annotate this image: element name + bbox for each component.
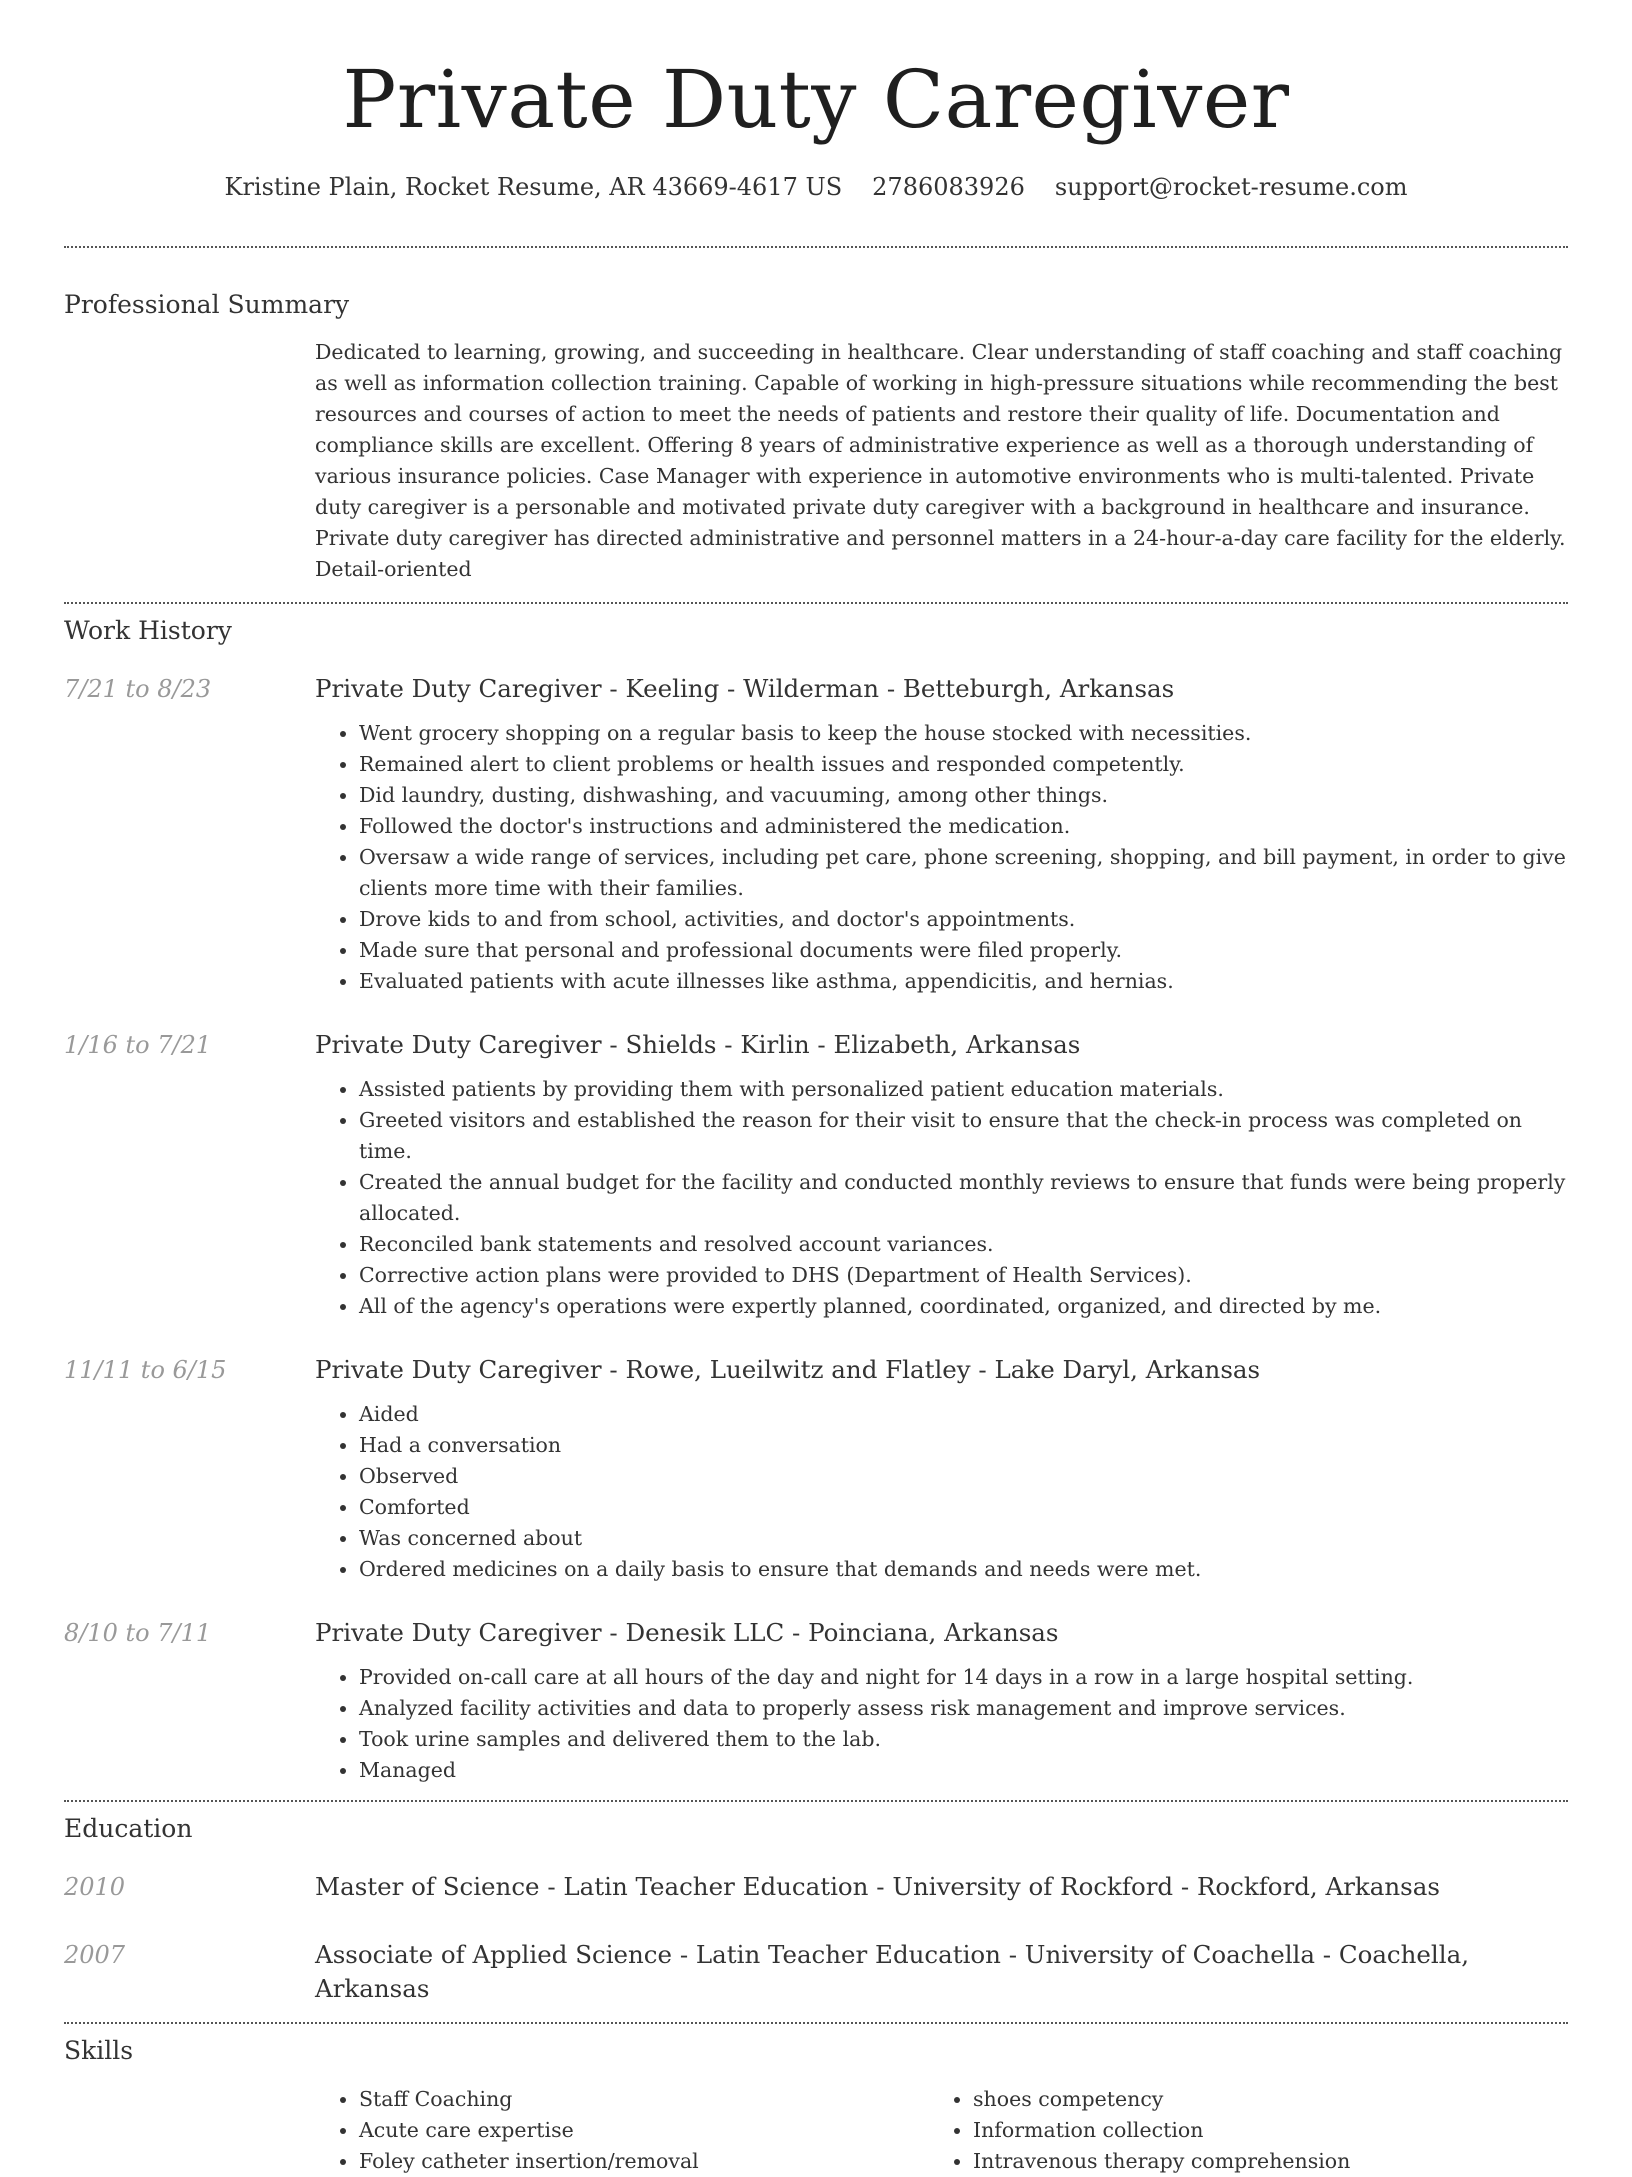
list-item: • Created the annual budget for the facility and conducted monthly reviews to ensure that funds were being properly allocated. bbox=[359, 1167, 1568, 1229]
education-year: 2007 bbox=[64, 1941, 126, 1969]
job-entry bbox=[64, 1616, 1568, 1786]
list-item: • Foley catheter insertion/removal bbox=[359, 2146, 929, 2177]
list-item: • Reconciled bank statements and resolved account variances. bbox=[359, 1229, 1568, 1260]
job-duties bbox=[315, 718, 1568, 997]
skills-list bbox=[315, 2084, 1568, 2177]
education-text: Associate of Applied Science - Latin Teacher Education - University of Coachella - Coachella, Arkansas bbox=[315, 1940, 1470, 2003]
resume-page bbox=[64, 0, 1568, 2177]
education-heading: Education bbox=[64, 1814, 193, 1843]
job-title: Private Duty Caregiver - Shields - Kirlin - Elizabeth, Arkansas bbox=[315, 1030, 1081, 1059]
job-duties bbox=[315, 1399, 1568, 1585]
list-item: • Comforted bbox=[359, 1492, 1568, 1523]
list-item: • shoes competency bbox=[973, 2084, 1543, 2115]
list-item: • Made sure that personal and professional documents were filed properly. bbox=[359, 935, 1568, 966]
contact-phone: 2786083926 bbox=[872, 173, 1025, 201]
list-item: • Aided bbox=[359, 1399, 1568, 1430]
education-year: 2010 bbox=[64, 1873, 126, 1901]
summary-heading: Professional Summary bbox=[64, 290, 350, 319]
list-item: • Evaluated patients with acute illnesses like asthma, appendicitis, and hernias. bbox=[359, 966, 1568, 997]
list-item: • Assisted patients by providing them with personalized patient education materials. bbox=[359, 1074, 1568, 1105]
education-entry bbox=[64, 1870, 1568, 1904]
divider bbox=[64, 1800, 1568, 1802]
skills-column-left bbox=[315, 2084, 929, 2177]
job-dates: 8/10 to 7/11 bbox=[64, 1619, 212, 1647]
list-item: • Provided on-call care at all hours of the day and night for 14 days in a row in a large hospital setting. bbox=[359, 1662, 1568, 1693]
list-item: • Was concerned about bbox=[359, 1523, 1568, 1554]
list-item: • All of the agency's operations were expertly planned, coordinated, organized, and directed by me. bbox=[359, 1291, 1568, 1322]
job-dates: 11/11 to 6/15 bbox=[64, 1356, 227, 1384]
list-item: • Managed bbox=[359, 1755, 1568, 1786]
list-item: • Remained alert to client problems or health issues and responded competently. bbox=[359, 749, 1568, 780]
resume-name: Private Duty Caregiver bbox=[342, 53, 1290, 146]
job-entry bbox=[64, 1353, 1568, 1585]
list-item: • Followed the doctor's instructions and administered the medication. bbox=[359, 811, 1568, 842]
job-entry bbox=[64, 1028, 1568, 1322]
list-item: • Corrective action plans were provided to DHS (Department of Health Services). bbox=[359, 1260, 1568, 1291]
divider bbox=[64, 246, 1568, 248]
skills-heading: Skills bbox=[64, 2036, 134, 2065]
job-duties bbox=[315, 1074, 1568, 1322]
job-dates: 7/21 to 8/23 bbox=[64, 675, 212, 703]
list-item: • Did laundry, dusting, dishwashing, and vacuuming, among other things. bbox=[359, 780, 1568, 811]
list-item: • Greeted visitors and established the reason for their visit to ensure that the check-in process was completed on time. bbox=[359, 1105, 1568, 1167]
list-item: • Ordered medicines on a daily basis to ensure that demands and needs were met. bbox=[359, 1554, 1568, 1585]
education-text: Master of Science - Latin Teacher Education - University of Rockford - Rockford, Arkansas bbox=[315, 1872, 1440, 1901]
list-item: • Analyzed facility activities and data to properly assess risk management and improve services. bbox=[359, 1693, 1568, 1724]
summary-text: Dedicated to learning, growing, and succeeding in healthcare. Clear understanding of staff coaching and staff coaching as well as information collection training. Capable of working in high-pressure situations while recommending the best resources and courses of action to meet the needs of patients and restore their quality of life. Documentation and compliance skills are excellent. Offering 8 years of administrative experience as well as a thorough understanding of various insurance policies. Case Manager with experience in automotive environments who is multi-talented. Private duty caregiver is a personable and motivated private duty caregiver with a background in healthcare and insurance. Private duty caregiver has directed administrative and personnel matters in a 24-hour-a-day care facility for the elderly. Detail-oriented bbox=[315, 340, 1566, 581]
list-item: • Took urine samples and delivered them to the lab. bbox=[359, 1724, 1568, 1755]
contact-email: support@rocket-resume.com bbox=[1054, 173, 1408, 201]
contact-address: Kristine Plain, Rocket Resume, AR 43669-4617 US bbox=[224, 173, 843, 201]
list-item: • Staff Coaching bbox=[359, 2084, 929, 2115]
list-item: • Acute care expertise bbox=[359, 2115, 929, 2146]
list-item: • Intravenous therapy comprehension bbox=[973, 2146, 1543, 2177]
work-heading: Work History bbox=[64, 616, 232, 645]
list-item: • Drove kids to and from school, activities, and doctor's appointments. bbox=[359, 904, 1568, 935]
list-item: • Observed bbox=[359, 1461, 1568, 1492]
list-item: • Had a conversation bbox=[359, 1430, 1568, 1461]
education-entry bbox=[64, 1938, 1568, 2006]
job-duties bbox=[315, 1662, 1568, 1786]
divider bbox=[64, 2022, 1568, 2024]
job-title: Private Duty Caregiver - Rowe, Lueilwitz and Flatley - Lake Daryl, Arkansas bbox=[315, 1355, 1261, 1384]
list-item: • Information collection bbox=[973, 2115, 1543, 2146]
job-title: Private Duty Caregiver - Keeling - Wilderman - Betteburgh, Arkansas bbox=[315, 674, 1175, 703]
skills-column-right bbox=[929, 2084, 1543, 2177]
job-entry bbox=[64, 672, 1568, 997]
contact-line bbox=[64, 170, 1568, 204]
list-item: • Went grocery shopping on a regular basis to keep the house stocked with necessities. bbox=[359, 718, 1568, 749]
job-title: Private Duty Caregiver - Denesik LLC - Poinciana, Arkansas bbox=[315, 1618, 1059, 1647]
divider bbox=[64, 602, 1568, 604]
list-item: • Oversaw a wide range of services, including pet care, phone screening, shopping, and bill payment, in order to give clients more time with their families. bbox=[359, 842, 1568, 904]
job-dates: 1/16 to 7/21 bbox=[64, 1031, 212, 1059]
